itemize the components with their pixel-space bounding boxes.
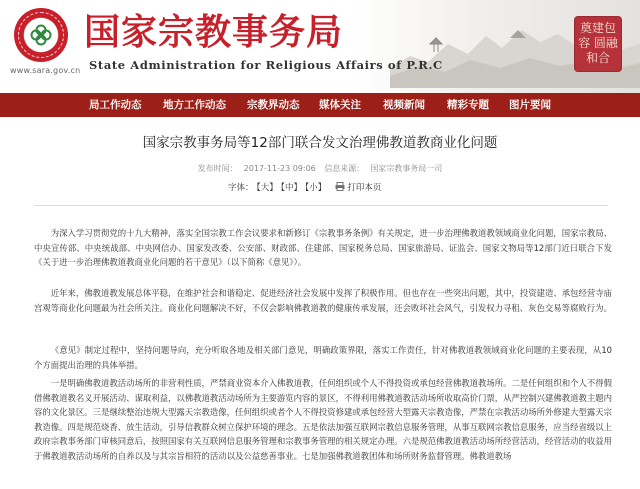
source: 国家宗教事务局一司 bbox=[370, 164, 443, 173]
article-paragraph: 《意见》制定过程中，坚持问题导向，充分听取各地及相关部门意见，明确政策界限，落实工作责任，针对佛教道教领域商业化问题的主要表现，从10个方面提出治理的具体举措。 bbox=[34, 345, 612, 370]
print-icon[interactable] bbox=[335, 182, 345, 191]
nav-item-bureau-news[interactable]: 局工作动态 bbox=[89, 99, 142, 111]
nav-item-media-focus[interactable]: 媒体关注 bbox=[319, 99, 361, 111]
nav-item-local-news[interactable]: 地方工作动态 bbox=[163, 99, 226, 111]
source-label: 信息来源： bbox=[324, 164, 365, 173]
font-medium-button[interactable]: 【中】 bbox=[280, 183, 303, 193]
seal-text: 奠建包容 圆融和合 bbox=[578, 21, 618, 65]
nav-item-photo-news[interactable]: 图片要闻 bbox=[509, 99, 551, 111]
state-emblem-logo[interactable] bbox=[14, 8, 68, 62]
site-url: www.sara.gov.cn bbox=[10, 66, 81, 75]
article-meta bbox=[0, 163, 640, 174]
calligraphy-seal bbox=[575, 17, 621, 71]
divider bbox=[34, 205, 608, 206]
print-page-link[interactable]: 打印本页 bbox=[347, 183, 382, 193]
nav-item-video-news[interactable]: 视频新闻 bbox=[383, 99, 425, 111]
article-paragraph: 近年来，佛教道教发展总体平稳，在维护社会和谐稳定、促进经济社会发展中发挥了积极作用。但也存在一些突出问题，其中，投资建造、承包经营寺庙宫观等商业化问题最为社会所关注。商业化问题解决不好，不仅会影响佛教道教的健康传承发展，还会败坏社会风气，引发权力寻租、灰色交易等腐败行为。 bbox=[34, 288, 612, 313]
published-label: 发布时间： bbox=[197, 164, 238, 173]
article-paragraph: 一是明确佛教道教活动场所的非营利性质，严禁商业资本介入佛教道教，任何组织或个人不得投资或承包经营佛教道教场所。二是任何组织和个人不得假借佛教道教名义开展活动、谋取利益，以佛教道教活动场所为主要游览内容的景区，不得利用佛教道教活动场所收取高价门票，从严控制兴建佛教道教主题内容的文化景区。三是继续整治违规大型露天宗教造像，任何组织或者个人不得投资修建或承包经营大型露天宗教造像，严禁在宗教活动场所外修建大型露天宗教造像。四是规范烧香、放生活动，引导信教群众树立保护环境的理念。五是依法加强互联网宗教信息服务管理，从事互联网宗教信息服务，应当经省级以上政府宗教事务部门审核同意后，按照国家有关互联网信息服务管理和宗教事务管理的相关规定办理。六是规范佛教道教活动场所经营活动，经营活动的收益用于佛教道教活动场所的自养以及与其宗旨相符的活动以及公益慈善事业。七是加强佛教道教团体和场所财务监督管理。佛教道教场 bbox=[34, 378, 612, 461]
font-size-label: 字体： bbox=[228, 183, 254, 193]
published-time: 2017-11-23 09:06 bbox=[243, 164, 316, 173]
site-title-english: State Administration for Religious Affairs of P.R.C bbox=[89, 58, 443, 72]
font-small-button[interactable]: 【小】 bbox=[305, 183, 327, 193]
main-nav bbox=[0, 93, 640, 117]
nav-item-religious-news[interactable]: 宗教界动态 bbox=[247, 99, 300, 111]
article-paragraph: 为深入学习贯彻党的十九大精神，落实全国宗教工作会议要求和新修订《宗教事务条例》有关规定，进一步治理佛教道教领域商业化问题，国家宗教局、中央宣传部、中央统战部、中央网信办、国家发改委、公安部、财政部、住建部、国家税务总局、国家旅游局、证监会、国家文物局等12部门近日联合下发《关于进一步治理佛教道教商业化问题的若干意见》（以下简称《意见》）。 bbox=[34, 228, 612, 268]
site-title-chinese: 国家宗教事务局 bbox=[84, 11, 344, 53]
site-header bbox=[0, 0, 640, 93]
font-large-button[interactable]: 【大】 bbox=[256, 183, 278, 193]
font-size-bar bbox=[228, 181, 384, 195]
nav-item-special-topics[interactable]: 精彩专题 bbox=[447, 99, 489, 111]
article-title: 国家宗教事务局等12部门联合发文治理佛教道教商业化问题 bbox=[142, 135, 498, 151]
